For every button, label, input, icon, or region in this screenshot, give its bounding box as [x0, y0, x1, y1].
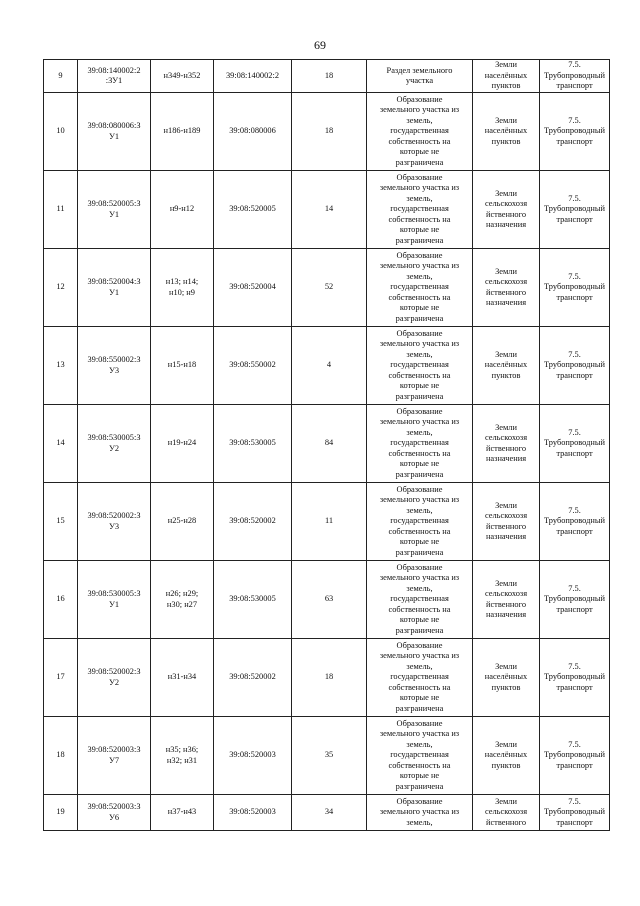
row-number-cell: 19 [44, 795, 78, 831]
plot-designation-cell: 39:08:520003:З У6 [78, 795, 151, 831]
formation-method-cell: Образование земельного участка из земель, государственная собственность на которые не разграничена [367, 93, 473, 171]
permitted-use-cell: 7.5. Трубопроводный транспорт [540, 639, 610, 717]
plot-area-cell: 18 [292, 93, 367, 171]
land-category-cell: Земли сельскохозя йственного назначения [473, 483, 540, 561]
row-number-cell: 9 [44, 60, 78, 93]
boundary-points-cell: н13; н14; н10; н9 [151, 249, 214, 327]
table-row [44, 171, 610, 249]
plot-designation-cell: 39:08:550002:З У3 [78, 327, 151, 405]
permitted-use-cell: 7.5. Трубопроводный транспорт [540, 405, 610, 483]
formation-method-cell: Образование земельного участка из земель, [367, 795, 473, 831]
land-category-cell: Земли населённых пунктов [473, 60, 540, 93]
permitted-use-cell: 7.5. Трубопроводный транспорт [540, 483, 610, 561]
land-category-cell: Земли сельскохозя йственного назначения [473, 171, 540, 249]
row-number-cell: 18 [44, 717, 78, 795]
permitted-use-cell: 7.5. Трубопроводный транспорт [540, 795, 610, 831]
plot-area-cell: 52 [292, 249, 367, 327]
row-number-cell: 16 [44, 561, 78, 639]
plot-area-cell: 63 [292, 561, 367, 639]
row-number-cell: 17 [44, 639, 78, 717]
boundary-points-cell: н35; н36; н32; н31 [151, 717, 214, 795]
table-row [44, 639, 610, 717]
table-row [44, 327, 610, 405]
land-category-cell: Земли населённых пунктов [473, 639, 540, 717]
row-number-cell: 13 [44, 327, 78, 405]
plot-area-cell: 4 [292, 327, 367, 405]
cadastral-quarter-cell: 39:08:520003 [214, 795, 292, 831]
row-number-cell: 14 [44, 405, 78, 483]
land-category-cell: Земли сельскохозя йственного назначения [473, 249, 540, 327]
cadastral-quarter-cell: 39:08:140002:2 [214, 60, 292, 93]
table-row [44, 795, 610, 831]
permitted-use-cell: 7.5. Трубопроводный транспорт [540, 60, 610, 93]
permitted-use-cell: 7.5. Трубопроводный транспорт [540, 561, 610, 639]
formation-method-cell: Образование земельного участка из земель, государственная собственность на которые не разграничена [367, 171, 473, 249]
boundary-points-cell: н15-н18 [151, 327, 214, 405]
plot-designation-cell: 39:08:520002:З У3 [78, 483, 151, 561]
boundary-points-cell: н349-н352 [151, 60, 214, 93]
permitted-use-cell: 7.5. Трубопроводный транспорт [540, 717, 610, 795]
permitted-use-cell: 7.5. Трубопроводный транспорт [540, 171, 610, 249]
formation-method-cell: Образование земельного участка из земель, государственная собственность на которые не разграничена [367, 483, 473, 561]
land-category-cell: Земли сельскохозя йственного назначения [473, 405, 540, 483]
row-number-cell: 10 [44, 93, 78, 171]
land-category-cell: Земли населённых пунктов [473, 327, 540, 405]
plot-designation-cell: 39:08:530005:З У1 [78, 561, 151, 639]
plot-designation-cell: 39:08:520002:З У2 [78, 639, 151, 717]
boundary-points-cell: н26; н29; н30; н27 [151, 561, 214, 639]
land-plots-table [43, 59, 610, 831]
cadastral-quarter-cell: 39:08:520004 [214, 249, 292, 327]
table-row [44, 561, 610, 639]
formation-method-cell: Образование земельного участка из земель, государственная собственность на которые не разграничена [367, 405, 473, 483]
plot-area-cell: 34 [292, 795, 367, 831]
table-body [44, 60, 610, 831]
boundary-points-cell: н25-н28 [151, 483, 214, 561]
permitted-use-cell: 7.5. Трубопроводный транспорт [540, 249, 610, 327]
boundary-points-cell: н9-н12 [151, 171, 214, 249]
plot-designation-cell: 39:08:140002:2 :ЗУ1 [78, 60, 151, 93]
land-category-cell: Земли сельскохозя йственного назначения [473, 561, 540, 639]
plot-designation-cell: 39:08:520004:З У1 [78, 249, 151, 327]
land-category-cell: Земли сельскохозя йственного [473, 795, 540, 831]
row-number-cell: 11 [44, 171, 78, 249]
table-row [44, 93, 610, 171]
formation-method-cell: Раздел земельного участка [367, 60, 473, 93]
plot-designation-cell: 39:08:530005:З У2 [78, 405, 151, 483]
boundary-points-cell: н37-н43 [151, 795, 214, 831]
formation-method-cell: Образование земельного участка из земель, государственная собственность на которые не разграничена [367, 249, 473, 327]
plot-area-cell: 11 [292, 483, 367, 561]
plot-designation-cell: 39:08:080006:З У1 [78, 93, 151, 171]
cadastral-quarter-cell: 39:08:550002 [214, 327, 292, 405]
cadastral-quarter-cell: 39:08:520005 [214, 171, 292, 249]
row-number-cell: 12 [44, 249, 78, 327]
table-row [44, 483, 610, 561]
formation-method-cell: Образование земельного участка из земель, государственная собственность на которые не разграничена [367, 561, 473, 639]
table-row [44, 249, 610, 327]
plot-area-cell: 14 [292, 171, 367, 249]
boundary-points-cell: н31-н34 [151, 639, 214, 717]
land-category-cell: Земли населённых пунктов [473, 717, 540, 795]
page-number: 69 [314, 38, 326, 52]
formation-method-cell: Образование земельного участка из земель, государственная собственность на которые не разграничена [367, 327, 473, 405]
plot-area-cell: 18 [292, 639, 367, 717]
cadastral-quarter-cell: 39:08:520003 [214, 717, 292, 795]
formation-method-cell: Образование земельного участка из земель, государственная собственность на которые не разграничена [367, 639, 473, 717]
table-row [44, 717, 610, 795]
plot-designation-cell: 39:08:520005:З У1 [78, 171, 151, 249]
table-row [44, 60, 610, 93]
cadastral-quarter-cell: 39:08:080006 [214, 93, 292, 171]
permitted-use-cell: 7.5. Трубопроводный транспорт [540, 93, 610, 171]
plot-designation-cell: 39:08:520003:З У7 [78, 717, 151, 795]
land-category-cell: Земли населённых пунктов [473, 93, 540, 171]
table-row [44, 405, 610, 483]
boundary-points-cell: н186-н189 [151, 93, 214, 171]
plot-area-cell: 84 [292, 405, 367, 483]
boundary-points-cell: н19-н24 [151, 405, 214, 483]
cadastral-quarter-cell: 39:08:520002 [214, 483, 292, 561]
row-number-cell: 15 [44, 483, 78, 561]
plot-area-cell: 35 [292, 717, 367, 795]
cadastral-quarter-cell: 39:08:530005 [214, 405, 292, 483]
permitted-use-cell: 7.5. Трубопроводный транспорт [540, 327, 610, 405]
formation-method-cell: Образование земельного участка из земель, государственная собственность на которые не разграничена [367, 717, 473, 795]
plot-area-cell: 18 [292, 60, 367, 93]
cadastral-quarter-cell: 39:08:530005 [214, 561, 292, 639]
cadastral-quarter-cell: 39:08:520002 [214, 639, 292, 717]
